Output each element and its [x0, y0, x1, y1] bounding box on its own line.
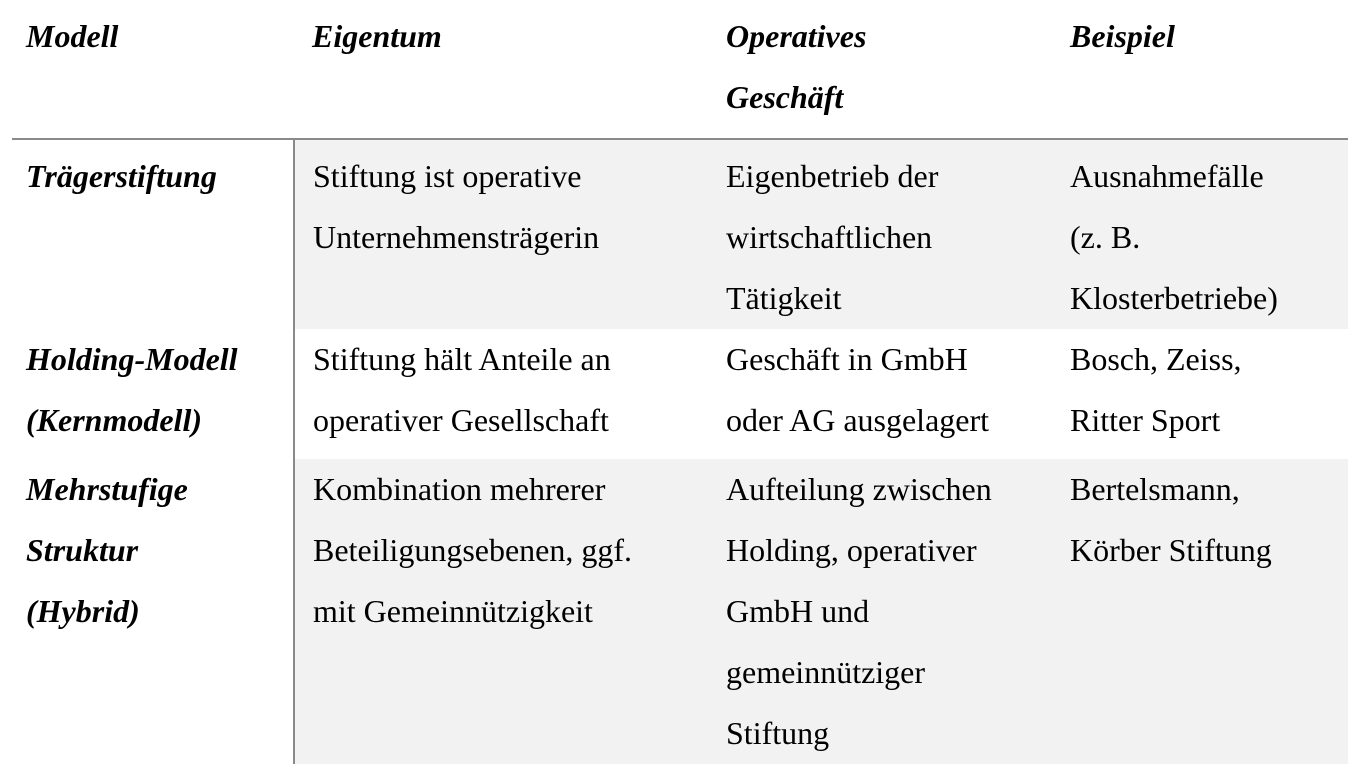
cell-text: Tätigkeit	[726, 280, 842, 316]
model-cell	[12, 329, 294, 459]
operations-cell	[708, 329, 1052, 459]
table-row	[12, 139, 1348, 329]
model-cell	[12, 139, 294, 329]
cell-text: Struktur	[26, 532, 139, 568]
header-text: Geschäft	[726, 79, 844, 115]
header-text: Modell	[26, 18, 119, 54]
cell-text: Stiftung	[726, 715, 830, 751]
cell-text: Trägerstiftung	[26, 158, 217, 194]
cell-text: (Hybrid)	[26, 593, 140, 629]
operations-cell	[708, 459, 1052, 764]
cell-text: (Kernmodell)	[26, 402, 202, 438]
model-cell	[12, 459, 294, 764]
cell-text: Ausnahmefälle	[1070, 158, 1264, 194]
cell-text: Stiftung hält Anteile an	[313, 341, 611, 377]
ownership-cell	[294, 459, 708, 764]
cell-text: wirtschaftlichen	[726, 219, 933, 255]
cell-text: mit Gemeinnützigkeit	[313, 593, 593, 629]
comparison-table	[12, 0, 1348, 764]
cell-text: Mehrstufige	[26, 471, 188, 507]
example-cell	[1052, 459, 1348, 764]
header-modell	[12, 0, 294, 139]
cell-text: Stiftung ist operative	[313, 158, 582, 194]
cell-text: oder AG ausgelagert	[726, 402, 990, 438]
header-text: Beispiel	[1070, 18, 1175, 54]
table-row	[12, 329, 1348, 459]
table-header-row	[12, 0, 1348, 139]
header-text: Eigentum	[312, 18, 442, 54]
example-cell	[1052, 329, 1348, 459]
cell-text: Klosterbetriebe)	[1070, 280, 1278, 316]
cell-text: Eigenbetrieb der	[726, 158, 939, 194]
cell-text: Geschäft in GmbH	[726, 341, 968, 377]
header-eigentum	[294, 0, 708, 139]
cell-text: operativer Gesellschaft	[313, 402, 609, 438]
cell-text: Bertelsmann,	[1070, 471, 1240, 507]
operations-cell	[708, 139, 1052, 329]
cell-text: Unternehmensträgerin	[313, 219, 600, 255]
ownership-cell	[294, 139, 708, 329]
cell-text: GmbH und	[726, 593, 870, 629]
cell-text: Aufteilung zwischen	[726, 471, 992, 507]
header-beispiel	[1052, 0, 1348, 139]
cell-text: Körber Stiftung	[1070, 532, 1272, 568]
cell-text: gemeinnütziger	[726, 654, 926, 690]
cell-text: (z. B.	[1070, 219, 1141, 255]
cell-text: Kombination mehrerer	[313, 471, 606, 507]
table-row	[12, 459, 1348, 764]
cell-text: Beteiligungsebenen, ggf.	[313, 532, 633, 568]
cell-text: Holding-Modell	[26, 341, 238, 377]
cell-text: Ritter Sport	[1070, 402, 1221, 438]
cell-text: Bosch, Zeiss,	[1070, 341, 1242, 377]
cell-text: Holding, operativer	[726, 532, 977, 568]
header-text: Operatives	[726, 18, 867, 54]
example-cell	[1052, 139, 1348, 329]
ownership-cell	[294, 329, 708, 459]
header-operatives-geschaeft	[708, 0, 1052, 139]
